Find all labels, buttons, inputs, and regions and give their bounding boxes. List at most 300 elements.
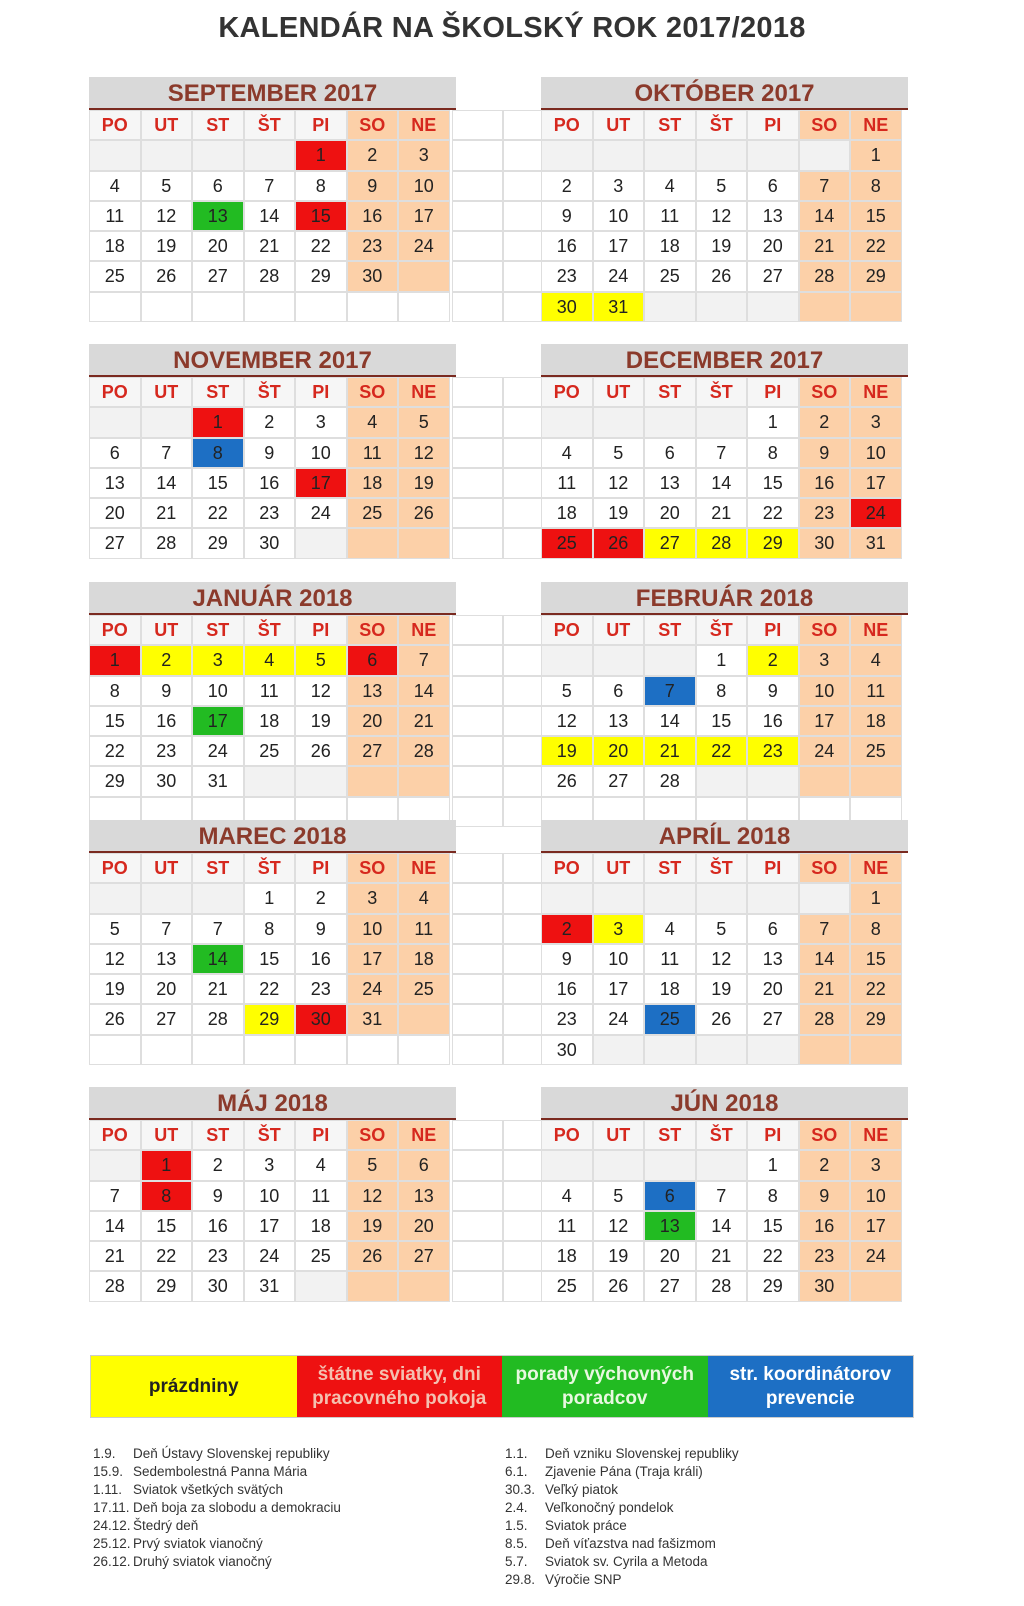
day-cell: 4 <box>244 645 296 675</box>
day-cell: 30 <box>244 528 296 558</box>
month-title: OKTÓBER 2017 <box>541 77 908 110</box>
day-cell: 25 <box>244 736 296 766</box>
empty-day-cell <box>593 1150 645 1180</box>
day-cell: 10 <box>850 438 902 468</box>
day-cell: 14 <box>696 468 748 498</box>
day-cell: 7 <box>141 914 193 944</box>
month-calendar <box>541 344 908 559</box>
spacer-row <box>452 110 554 140</box>
day-cell: 24 <box>593 1004 645 1034</box>
empty-day-cell <box>89 407 141 437</box>
day-cell: 8 <box>244 914 296 944</box>
day-cell: 19 <box>696 231 748 261</box>
day-cell: 3 <box>295 407 347 437</box>
week-row <box>541 468 908 498</box>
empty-day-cell <box>644 140 696 170</box>
weekday-label: NE <box>398 1120 450 1150</box>
spacer-row <box>452 914 554 944</box>
spacer-cell <box>452 615 503 645</box>
holiday-entry <box>93 1517 341 1535</box>
empty-day-cell <box>295 1035 347 1065</box>
day-cell: 29 <box>141 1271 193 1301</box>
month-title: SEPTEMBER 2017 <box>89 77 456 110</box>
weekday-label: UT <box>141 377 193 407</box>
day-cell: 24 <box>192 736 244 766</box>
weekday-label: ŠT <box>244 110 296 140</box>
day-cell: 4 <box>644 914 696 944</box>
empty-day-cell <box>541 883 593 913</box>
day-cell: 13 <box>747 201 799 231</box>
empty-day-cell <box>295 766 347 796</box>
day-cell: 16 <box>192 1211 244 1241</box>
day-cell: 7 <box>192 914 244 944</box>
day-cell: 24 <box>398 231 450 261</box>
day-cell: 22 <box>747 1241 799 1271</box>
empty-day-cell <box>541 1150 593 1180</box>
day-cell: 13 <box>398 1181 450 1211</box>
day-cell: 11 <box>644 944 696 974</box>
day-cell: 20 <box>593 736 645 766</box>
empty-day-cell <box>192 140 244 170</box>
weekday-label: ST <box>192 110 244 140</box>
holiday-list-left <box>93 1445 341 1571</box>
weekday-label: UT <box>141 615 193 645</box>
day-cell: 7 <box>244 171 296 201</box>
empty-day-cell <box>747 292 799 322</box>
week-row <box>89 1211 456 1241</box>
holiday-entry <box>93 1553 341 1571</box>
day-cell: 15 <box>696 706 748 736</box>
spacer-row <box>452 231 554 261</box>
empty-day-cell <box>696 1035 748 1065</box>
weekday-label: NE <box>398 853 450 883</box>
day-cell: 5 <box>593 1181 645 1211</box>
week-row <box>89 706 456 736</box>
day-cell: 16 <box>799 468 851 498</box>
empty-day-cell <box>799 883 851 913</box>
day-cell: 30 <box>295 1004 347 1034</box>
weekday-label: SO <box>799 1120 851 1150</box>
day-cell: 27 <box>644 528 696 558</box>
day-cell: 29 <box>747 1271 799 1301</box>
week-row <box>89 944 456 974</box>
empty-day-cell <box>644 883 696 913</box>
day-cell: 4 <box>89 171 141 201</box>
week-row <box>89 171 456 201</box>
day-cell: 17 <box>295 468 347 498</box>
empty-day-cell <box>192 883 244 913</box>
week-row <box>89 140 456 170</box>
holiday-entry <box>93 1499 341 1517</box>
week-row <box>541 1150 908 1180</box>
spacer-row <box>452 171 554 201</box>
legend-item-yellow: prázdniny <box>91 1356 297 1417</box>
spacer-cell <box>452 110 503 140</box>
week-row <box>541 676 908 706</box>
day-cell: 6 <box>398 1150 450 1180</box>
day-cell: 12 <box>398 438 450 468</box>
day-cell: 29 <box>192 528 244 558</box>
week-row <box>541 438 908 468</box>
day-cell: 14 <box>244 201 296 231</box>
spacer-column <box>452 1120 554 1302</box>
day-cell: 26 <box>593 1271 645 1301</box>
spacer-row <box>452 645 554 675</box>
spacer-cell <box>452 1004 503 1034</box>
day-cell: 30 <box>347 261 399 291</box>
weekday-header-row <box>541 1120 908 1150</box>
day-cell: 23 <box>541 1004 593 1034</box>
day-cell: 23 <box>192 1241 244 1271</box>
week-row <box>89 1150 456 1180</box>
day-cell: 19 <box>89 974 141 1004</box>
empty-day-cell <box>747 140 799 170</box>
legend <box>90 1355 914 1418</box>
day-cell: 3 <box>398 140 450 170</box>
day-cell: 2 <box>295 883 347 913</box>
weekday-label: SO <box>347 377 399 407</box>
holiday-date: 17.11. <box>93 1500 130 1515</box>
day-cell: 8 <box>89 676 141 706</box>
week-row <box>541 1035 908 1065</box>
weekday-label: ŠT <box>696 853 748 883</box>
month-calendar <box>89 820 456 1065</box>
day-cell: 4 <box>850 645 902 675</box>
day-cell: 25 <box>89 261 141 291</box>
spacer-cell <box>452 1035 503 1065</box>
day-cell: 4 <box>398 883 450 913</box>
day-cell: 11 <box>347 438 399 468</box>
empty-day-cell <box>696 766 748 796</box>
empty-day-cell <box>747 1035 799 1065</box>
week-row <box>541 1271 908 1301</box>
day-cell: 2 <box>541 914 593 944</box>
day-cell: 28 <box>644 766 696 796</box>
spacer-column <box>452 615 554 827</box>
week-row <box>89 974 456 1004</box>
spacer-column <box>452 110 554 322</box>
day-cell: 11 <box>244 676 296 706</box>
week-row <box>541 528 908 558</box>
weekday-label: NE <box>398 377 450 407</box>
day-cell: 6 <box>347 645 399 675</box>
holiday-name: Veľký piatok <box>545 1482 618 1497</box>
empty-day-cell <box>696 407 748 437</box>
spacer-cell <box>452 231 503 261</box>
holiday-name: Prvý sviatok vianočný <box>133 1536 263 1551</box>
empty-day-cell <box>541 140 593 170</box>
day-cell: 10 <box>244 1181 296 1211</box>
empty-day-cell <box>398 261 450 291</box>
weekday-label: SO <box>799 853 851 883</box>
day-cell: 1 <box>747 1150 799 1180</box>
day-cell: 28 <box>799 1004 851 1034</box>
day-cell: 28 <box>696 528 748 558</box>
empty-day-cell <box>347 766 399 796</box>
holiday-entry <box>505 1445 739 1463</box>
day-cell: 6 <box>644 1181 696 1211</box>
day-cell: 3 <box>593 171 645 201</box>
spacer-row <box>452 140 554 170</box>
week-row <box>541 914 908 944</box>
empty-day-cell <box>141 140 193 170</box>
day-cell: 24 <box>244 1241 296 1271</box>
weekday-label: ŠT <box>244 377 296 407</box>
holiday-name: Deň boja za slobodu a demokraciu <box>133 1500 341 1515</box>
empty-day-cell <box>747 766 799 796</box>
day-cell: 17 <box>347 944 399 974</box>
day-cell: 28 <box>89 1271 141 1301</box>
month-calendar <box>89 582 456 827</box>
day-cell: 13 <box>192 201 244 231</box>
day-cell: 9 <box>541 201 593 231</box>
week-row <box>541 407 908 437</box>
day-cell: 22 <box>192 498 244 528</box>
empty-day-cell <box>347 1035 399 1065</box>
day-cell: 7 <box>696 1181 748 1211</box>
day-cell: 26 <box>141 261 193 291</box>
empty-day-cell <box>850 292 902 322</box>
day-cell: 27 <box>141 1004 193 1034</box>
empty-day-cell <box>89 292 141 322</box>
empty-day-cell <box>89 1035 141 1065</box>
weekday-label: PO <box>541 110 593 140</box>
weekday-label: PI <box>747 110 799 140</box>
empty-day-cell <box>347 1271 399 1301</box>
spacer-row <box>452 407 554 437</box>
week-row <box>89 261 456 291</box>
month-title: JANUÁR 2018 <box>89 582 456 615</box>
day-cell: 26 <box>295 736 347 766</box>
empty-day-cell <box>541 407 593 437</box>
empty-day-cell <box>593 645 645 675</box>
day-cell: 29 <box>244 1004 296 1034</box>
day-cell: 21 <box>696 1241 748 1271</box>
day-cell: 27 <box>192 261 244 291</box>
empty-day-cell <box>541 645 593 675</box>
day-cell: 21 <box>244 231 296 261</box>
week-row <box>89 914 456 944</box>
day-cell: 5 <box>696 171 748 201</box>
week-row <box>89 201 456 231</box>
day-cell: 25 <box>541 1271 593 1301</box>
week-row <box>541 1211 908 1241</box>
spacer-row <box>452 261 554 291</box>
day-cell: 1 <box>295 140 347 170</box>
weekday-label: SO <box>799 615 851 645</box>
empty-day-cell <box>398 1271 450 1301</box>
day-cell: 8 <box>141 1181 193 1211</box>
week-row <box>541 883 908 913</box>
week-row <box>541 292 908 322</box>
spacer-cell <box>452 438 503 468</box>
day-cell: 8 <box>295 171 347 201</box>
day-cell: 23 <box>244 498 296 528</box>
weekday-label: PO <box>89 1120 141 1150</box>
day-cell: 10 <box>347 914 399 944</box>
day-cell: 20 <box>644 498 696 528</box>
week-row <box>541 766 908 796</box>
day-cell: 28 <box>696 1271 748 1301</box>
day-cell: 5 <box>141 171 193 201</box>
week-row <box>541 736 908 766</box>
week-row <box>541 974 908 1004</box>
empty-day-cell <box>141 883 193 913</box>
week-row <box>89 766 456 796</box>
spacer-cell <box>452 498 503 528</box>
day-cell: 27 <box>593 766 645 796</box>
spacer-cell <box>452 171 503 201</box>
day-cell: 16 <box>541 974 593 1004</box>
empty-day-cell <box>398 766 450 796</box>
day-cell: 10 <box>850 1181 902 1211</box>
day-cell: 6 <box>644 438 696 468</box>
spacer-cell <box>452 914 503 944</box>
weekday-label: ŠT <box>244 615 296 645</box>
holiday-entry <box>93 1535 341 1553</box>
day-cell: 4 <box>347 407 399 437</box>
day-cell: 7 <box>696 438 748 468</box>
empty-day-cell <box>644 1035 696 1065</box>
spacer-cell <box>452 1181 503 1211</box>
weekday-header-row <box>541 110 908 140</box>
weekday-header-row <box>541 615 908 645</box>
day-cell: 13 <box>593 706 645 736</box>
week-row <box>89 498 456 528</box>
spacer-cell <box>452 1150 503 1180</box>
day-cell: 18 <box>398 944 450 974</box>
day-cell: 11 <box>89 201 141 231</box>
day-cell: 29 <box>850 1004 902 1034</box>
weekday-header-row <box>89 1120 456 1150</box>
empty-day-cell <box>295 528 347 558</box>
day-cell: 22 <box>850 231 902 261</box>
day-cell: 11 <box>541 468 593 498</box>
day-cell: 26 <box>347 1241 399 1271</box>
day-cell: 16 <box>747 706 799 736</box>
page-title: KALENDÁR NA ŠKOLSKÝ ROK 2017/2018 <box>218 12 806 44</box>
day-cell: 2 <box>244 407 296 437</box>
day-cell: 8 <box>747 1181 799 1211</box>
weekday-label: NE <box>398 615 450 645</box>
holiday-date: 6.1. <box>505 1464 528 1479</box>
weekday-label: PO <box>89 110 141 140</box>
month-calendar <box>541 77 908 322</box>
holiday-entry <box>505 1535 739 1553</box>
day-cell: 8 <box>696 676 748 706</box>
spacer-row <box>452 468 554 498</box>
day-cell: 19 <box>295 706 347 736</box>
holiday-name: Druhý sviatok vianočný <box>133 1554 272 1569</box>
spacer-column <box>452 377 554 559</box>
day-cell: 27 <box>347 736 399 766</box>
day-cell: 18 <box>244 706 296 736</box>
day-cell: 19 <box>398 468 450 498</box>
day-cell: 17 <box>593 231 645 261</box>
spacer-row <box>452 1150 554 1180</box>
day-cell: 16 <box>244 468 296 498</box>
day-cell: 24 <box>850 498 902 528</box>
day-cell: 23 <box>747 736 799 766</box>
day-cell: 21 <box>696 498 748 528</box>
spacer-row <box>452 676 554 706</box>
empty-day-cell <box>799 292 851 322</box>
day-cell: 26 <box>696 1004 748 1034</box>
weekday-label: UT <box>593 853 645 883</box>
empty-day-cell <box>799 140 851 170</box>
day-cell: 20 <box>747 231 799 261</box>
empty-day-cell <box>244 140 296 170</box>
spacer-cell <box>452 140 503 170</box>
spacer-column <box>452 853 554 1065</box>
weekday-header-row <box>89 615 456 645</box>
week-row <box>541 171 908 201</box>
weekday-label: ST <box>644 110 696 140</box>
day-cell: 23 <box>141 736 193 766</box>
weekday-header-row <box>89 377 456 407</box>
day-cell: 26 <box>89 1004 141 1034</box>
day-cell: 2 <box>541 171 593 201</box>
weekday-label: UT <box>593 377 645 407</box>
day-cell: 3 <box>593 914 645 944</box>
day-cell: 23 <box>541 261 593 291</box>
weekday-label: ŠT <box>696 377 748 407</box>
day-cell: 14 <box>398 676 450 706</box>
day-cell: 3 <box>850 1150 902 1180</box>
day-cell: 21 <box>141 498 193 528</box>
weekday-label: ST <box>192 853 244 883</box>
weekday-label: ST <box>644 615 696 645</box>
day-cell: 20 <box>747 974 799 1004</box>
day-cell: 22 <box>244 974 296 1004</box>
day-cell: 15 <box>850 944 902 974</box>
day-cell: 2 <box>747 645 799 675</box>
day-cell: 3 <box>799 645 851 675</box>
day-cell: 21 <box>644 736 696 766</box>
day-cell: 18 <box>89 231 141 261</box>
week-row <box>89 438 456 468</box>
day-cell: 21 <box>799 231 851 261</box>
day-cell: 6 <box>747 171 799 201</box>
holiday-name: Deň vzniku Slovenskej republiky <box>545 1446 739 1461</box>
empty-day-cell <box>799 1035 851 1065</box>
empty-day-cell <box>398 292 450 322</box>
day-cell: 1 <box>141 1150 193 1180</box>
holiday-entry <box>505 1571 739 1589</box>
day-cell: 6 <box>593 676 645 706</box>
weekday-label: PO <box>89 615 141 645</box>
day-cell: 27 <box>89 528 141 558</box>
empty-day-cell <box>295 1271 347 1301</box>
weekday-label: PI <box>747 615 799 645</box>
day-cell: 28 <box>398 736 450 766</box>
day-cell: 27 <box>644 1271 696 1301</box>
holiday-entry <box>505 1463 739 1481</box>
spacer-row <box>452 1271 554 1301</box>
day-cell: 8 <box>850 171 902 201</box>
day-cell: 15 <box>747 468 799 498</box>
day-cell: 16 <box>799 1211 851 1241</box>
day-cell: 9 <box>295 914 347 944</box>
spacer-row <box>452 736 554 766</box>
day-cell: 15 <box>295 201 347 231</box>
day-cell: 6 <box>192 171 244 201</box>
spacer-row <box>452 853 554 883</box>
day-cell: 5 <box>398 407 450 437</box>
day-cell: 21 <box>192 974 244 1004</box>
day-cell: 15 <box>141 1211 193 1241</box>
empty-day-cell <box>747 883 799 913</box>
